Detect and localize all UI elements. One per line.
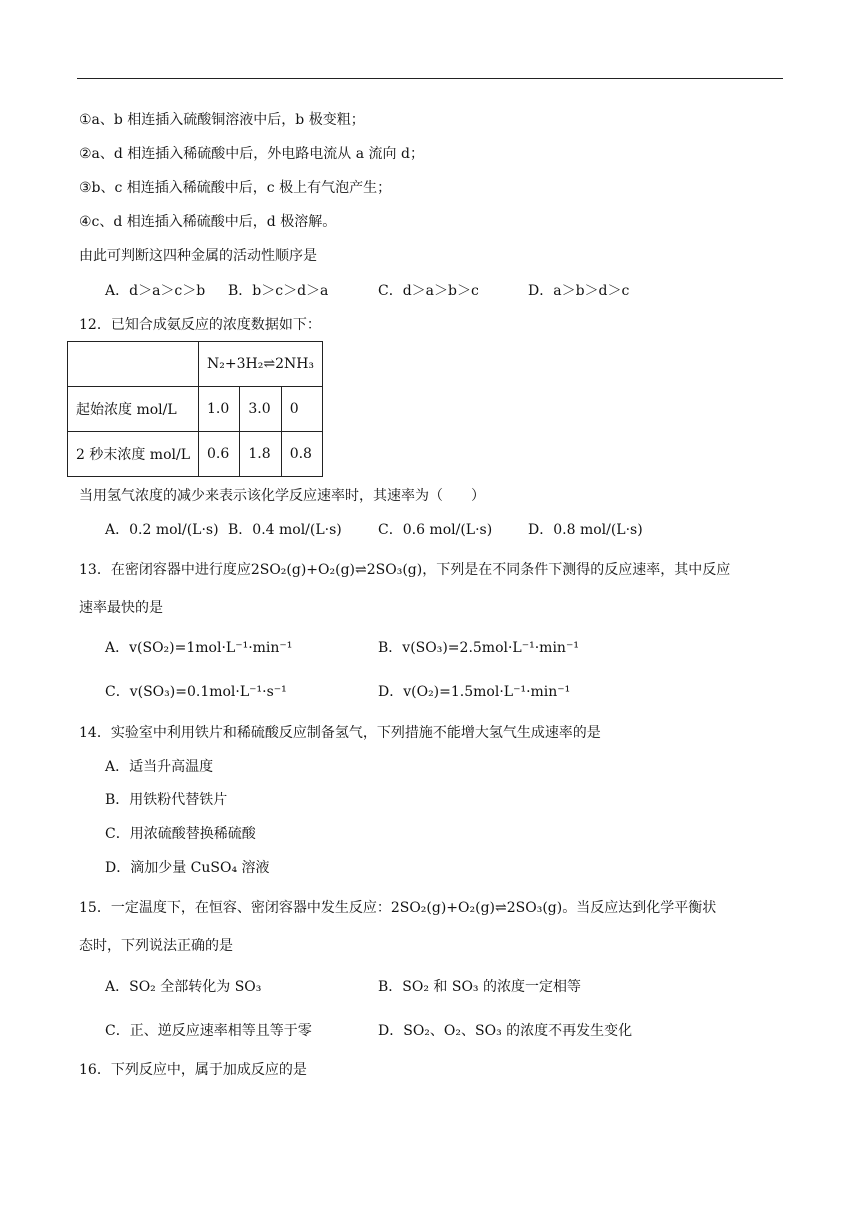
table-row — [68, 387, 323, 432]
q15-option-c: C．正、逆反应速率相等且等于零 — [105, 1023, 312, 1039]
q14-option-a: A．适当升高温度 — [105, 759, 214, 775]
table-row-label: 2 秒末浓度 mol/L — [68, 432, 199, 477]
table-header-equation: N₂+3H₂⇌2NH₃ — [199, 342, 323, 387]
statement-1: ①a、b 相连插入硫酸铜溶液中后，b 极变粗； — [79, 112, 365, 128]
q15-stem-suffix: 。当反应达到化学平衡状 — [562, 900, 717, 916]
q11-stem: 由此可判断这四种金属的活动性顺序是 — [79, 248, 317, 264]
table-cell: 0.8 — [281, 432, 322, 477]
q15-stem — [79, 898, 716, 918]
table-cell: 0.6 — [199, 432, 240, 477]
q13-option-b: B．v(SO₃)=2.5mol·L⁻¹·min⁻¹ — [378, 640, 579, 656]
q13-option-a: A．v(SO₂)=1mol·L⁻¹·min⁻¹ — [105, 640, 293, 656]
q14-option-c: C．用浓硫酸替换稀硫酸 — [105, 826, 256, 842]
q14-option-d: D．滴加少量 CuSO₄ 溶液 — [105, 860, 270, 876]
q14-option-b: B．用铁粉代替铁片 — [105, 792, 228, 808]
q11-option-d: D．a＞b＞d＞c — [528, 283, 630, 299]
q11-option-b: B．b＞c＞d＞a — [228, 283, 329, 299]
q12-question: 当用氢气浓度的减少来表示该化学反应速率时，其速率为（ ） — [79, 488, 485, 504]
q12-option-d: D．0.8 mol/(L·s) — [528, 522, 643, 538]
q13-stem — [79, 560, 730, 580]
q15-option-a: A．SO₂ 全部转化为 SO₃ — [105, 979, 262, 995]
q14-stem: 14．实验室中利用铁片和稀硫酸反应制备氢气，下列措施不能增大氢气生成速率的是 — [79, 725, 601, 741]
q12-option-c: C．0.6 mol/(L·s) — [378, 522, 493, 538]
table-row — [68, 432, 323, 477]
q13-equation: 2SO₂(g)+O₂(g)⇌2SO₃(g) — [250, 562, 423, 578]
q13-stem-line2: 速率最快的是 — [79, 600, 163, 616]
table-cell: 1.8 — [240, 432, 281, 477]
q16-stem: 16．下列反应中，属于加成反应的是 — [79, 1062, 307, 1078]
table-cell: 1.0 — [199, 387, 240, 432]
table-cell: 3.0 — [240, 387, 281, 432]
statement-3: ③b、c 相连插入稀硫酸中后，c 极上有气泡产生； — [79, 180, 392, 196]
statement-4: ④c、d 相连插入稀硫酸中后，d 极溶解。 — [79, 214, 337, 230]
q11-option-a: A．d＞a＞c＞b — [105, 283, 206, 299]
q15-option-d: D．SO₂、O₂、SO₃ 的浓度不再发生变化 — [378, 1023, 633, 1039]
q12-option-a: A．0.2 mol/(L·s) — [105, 522, 219, 538]
q15-equation: 2SO₂(g)+O₂(g)⇌2SO₃(g) — [390, 900, 563, 916]
statement-2: ②a、d 相连插入稀硫酸中后，外电路电流从 a 流向 d； — [79, 146, 424, 162]
q15-stem-line2: 态时，下列说法正确的是 — [79, 938, 233, 954]
table-cell — [68, 342, 199, 387]
q13-option-d: D．v(O₂)=1.5mol·L⁻¹·min⁻¹ — [378, 684, 571, 700]
q13-stem-prefix: 13．在密闭容器中进行度应 — [79, 562, 251, 578]
q13-stem-suffix: ，下列是在不同条件下测得的反应速率，其中反应 — [422, 562, 731, 578]
q11-option-c: C．d＞a＞b＞c — [378, 283, 479, 299]
header-rule — [77, 78, 783, 79]
q12-option-b: B．0.4 mol/(L·s) — [228, 522, 342, 538]
q13-option-c: C．v(SO₃)=0.1mol·L⁻¹·s⁻¹ — [105, 684, 287, 700]
q15-stem-prefix: 15．一定温度下，在恒容、密闭容器中发生反应： — [79, 900, 391, 916]
q15-option-b: B．SO₂ 和 SO₃ 的浓度一定相等 — [378, 979, 581, 995]
q12-stem: 12．已知合成氨反应的浓度数据如下： — [79, 317, 321, 333]
table-row-label: 起始浓度 mol/L — [68, 387, 199, 432]
table-cell: 0 — [281, 387, 322, 432]
concentration-table — [67, 341, 323, 477]
table-row — [68, 342, 323, 387]
